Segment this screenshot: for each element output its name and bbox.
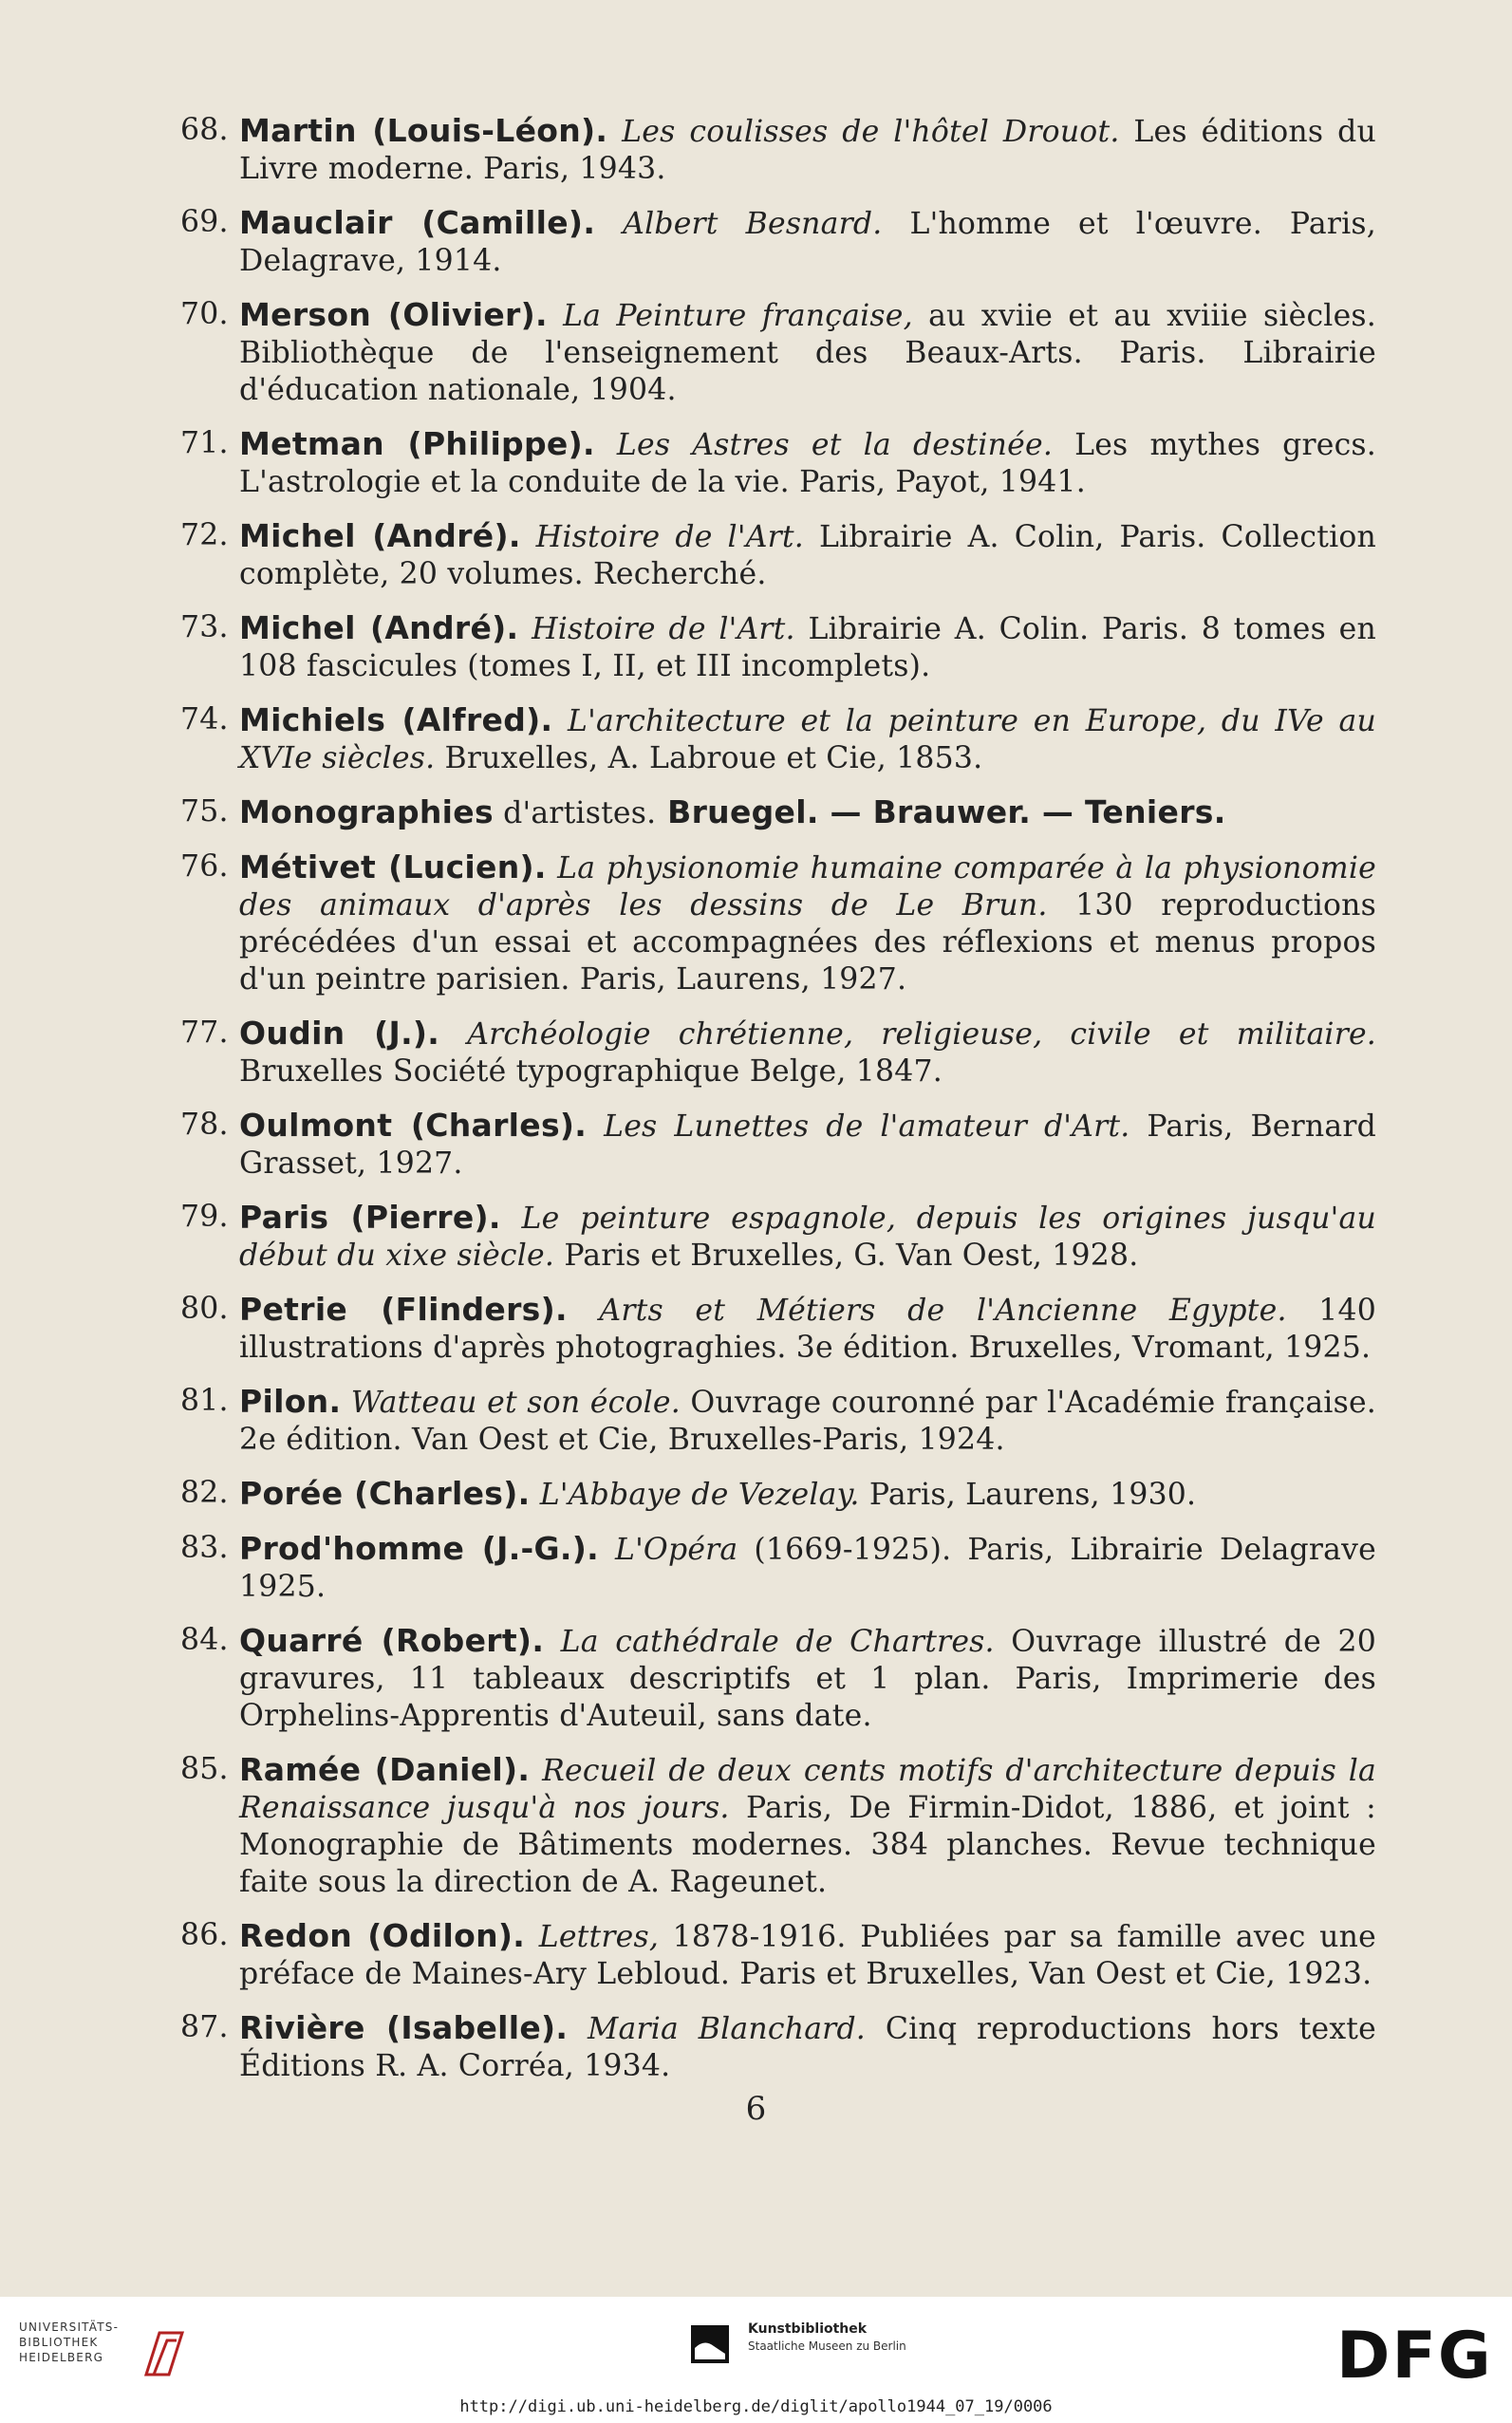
entry-author: Martin (Louis-Léon). [239,112,608,149]
entry-author: Michiels (Alfred). [239,701,553,738]
digitization-footer [0,2297,1512,2423]
entry-number: 77. [180,1016,229,1050]
entry-number: 69. [180,205,229,239]
entry-author: Petrie (Flinders). [239,1291,568,1328]
entry-title: Albert Besnard. [623,207,883,241]
entry-title: La Peinture française, [563,299,913,333]
list-item [180,1107,1376,1183]
entry-details: Librairie A. Colin, Paris. Collection complète, 20 volumes. Recherché. [239,520,1376,591]
entry-title: L'Opéra [614,1533,738,1567]
entry-details: Les éditions du Livre moderne. Paris, 1943. [239,115,1376,186]
entry-title: Les Astres et la destinée. [616,428,1054,462]
kunstbibliothek-logo[interactable] [691,2321,957,2378]
entry-number: 87. [180,2010,229,2044]
entry-artists: Bruegel. — Brauwer. — Teniers. [656,793,1226,830]
list-item [180,1015,1376,1090]
entry-author: Oulmont (Charles). [239,1107,588,1144]
entry-number: 75. [180,794,229,829]
ub-heidelberg-text [19,2320,140,2365]
entry-author: Michel (André). [239,517,521,554]
list-item [180,1530,1376,1606]
list-item [180,517,1376,593]
ub-line: BIBLIOTHEK [19,2336,99,2349]
entry-author: Monographies [239,793,494,830]
entry-number: 78. [180,1108,229,1142]
entry-details: Cinq reproductions hors texte Éditions R. A. Corréa, 1934. [239,2012,1376,2083]
ub-bookmark-icon [140,2327,190,2380]
entry-title: Archéologie chrétienne, religieuse, civile et militaire. [467,1017,1377,1052]
dfg-logo[interactable]: DFG [1336,2319,1493,2394]
entry-number: 84. [180,1623,229,1657]
page-number: 6 [745,2090,767,2128]
kunstbibliothek-title: Kunstbibliothek [748,2321,868,2337]
entry-details: Bruxelles, A. Labroue et Cie, 1853. [435,741,983,775]
list-item [180,848,1376,998]
entry-title: La physionomie humaine comparée à la physionomie des animaux d'après les dessins de Le Brun. [239,851,1376,923]
entry-details: Paris, Laurens, 1930. [859,1478,1197,1512]
entry-details: Bruxelles Société typographique Belge, 1847. [239,1054,943,1089]
entry-author: Mauclair (Camille). [239,204,596,241]
entry-title: Arts et Métiers de l'Ancienne Egypte. [599,1294,1287,1328]
list-item [180,2009,1376,2085]
entry-title: Les Lunettes de l'amateur d'Art. [604,1109,1130,1144]
list-item [180,112,1376,188]
list-item [180,793,1376,832]
entry-details: Paris, Bernard Grasset, 1927. [239,1109,1376,1181]
entry-number: 71. [180,426,229,460]
entry-author: Quarré (Robert). [239,1622,545,1659]
entry-details: 1878-1916. Publiées par sa famille avec une préface de Maines-Ary Lebloud. Paris et Bruxelles, Van Oest et Cie, 1923. [239,1920,1376,1991]
entry-details: au xviie et au xviiie siècles. Bibliothèque de l'enseignement des Beaux-Arts. Paris. Librairie d'éducation nationale, 1904. [239,299,1376,407]
ub-line: HEIDELBERG [19,2351,104,2364]
entry-author: Rivière (Isabelle). [239,2009,569,2046]
entry-title: La cathédrale de Chartres. [560,1625,995,1659]
kunstbibliothek-subtitle: Staatliche Museen zu Berlin [748,2339,906,2353]
entry-details: Paris et Bruxelles, G. Van Oest, 1928. [554,1239,1139,1273]
entry-title: Les coulisses de l'hôtel Drouot. [622,115,1120,149]
entry-details: Librairie A. Colin. Paris. 8 tomes en 108 fascicules (tomes I, II, et III incomplets). [239,612,1376,683]
entry-title: Histoire de l'Art. [532,612,795,646]
entry-number: 80. [180,1292,229,1326]
entry-title: Recueil de deux cents motifs d'architecture depuis la Renaissance jusqu'à nos jours. [239,1754,1376,1825]
entry-number: 85. [180,1752,229,1786]
entry-number: 79. [180,1200,229,1234]
entry-author: Prod'homme (J.-G.). [239,1530,599,1567]
entry-details: (1669-1925). Paris, Librairie Delagrave 1925. [239,1533,1376,1604]
entry-number: 82. [180,1476,229,1510]
entry-title: Le peinture espagnole, depuis les origines jusqu'au début du xixe siècle. [239,1202,1376,1273]
list-item [180,1622,1376,1735]
list-item [180,1291,1376,1367]
entry-details: Ouvrage illustré de 20 gravures, 11 tableaux descriptifs et 1 plan. Paris, Imprimerie des Orphelins-Apprentis d'Auteuil, sans date. [239,1625,1376,1733]
entry-title: Watteau et son école. [350,1386,681,1420]
entry-title: Maria Blanchard. [588,2012,867,2046]
entry-number: 83. [180,1531,229,1565]
entry-details: Les mythes grecs. L'astrologie et la conduite de la vie. Paris, Payot, 1941. [239,428,1377,499]
entry-number: 73. [180,610,229,644]
entry-author: Michel (André). [239,609,519,646]
entry-author: Paris (Pierre). [239,1199,501,1236]
entry-number: 81. [180,1384,229,1418]
entry-number: 76. [180,849,229,884]
list-item [180,296,1376,409]
entry-details: 130 reproductions précédées d'un essai et accompagnées des réflexions et menus propos d'un peintre parisien. Paris, Laurens, 1927. [239,888,1376,997]
list-item [180,1475,1376,1514]
entry-details: d'artistes. [493,796,657,830]
list-item [180,701,1376,777]
entry-number: 74. [180,702,229,736]
entry-number: 68. [180,113,229,147]
entry-title: Lettres, [538,1920,660,1954]
entry-author: Metman (Philippe). [239,425,595,462]
list-item [180,1917,1376,1993]
list-item [180,609,1376,685]
entry-title: Histoire de l'Art. [535,520,804,554]
entry-author: Redon (Odilon). [239,1917,526,1954]
list-item [180,1751,1376,1901]
entry-details: Paris, De Firmin-Didot, 1886, et joint : Monographie de Bâtiments modernes. 384 planches. Revue technique faite sous la direction de A. Rageunet. [239,1791,1376,1899]
entry-details: Ouvrage couronné par l'Académie française. 2e édition. Van Oest et Cie, Bruxelles-Paris, 1924. [239,1386,1376,1457]
bibliography-list [180,112,1376,2101]
entry-author: Pilon. [239,1383,342,1420]
entry-title: L'architecture et la peinture en Europe, du IVe au XVIe siècles. [239,704,1376,775]
ub-line: UNIVERSITÄTS- [19,2320,120,2334]
entry-details: L'homme et l'œuvre. Paris, Delagrave, 1914. [239,207,1376,278]
entry-title: L'Abbaye de Vezelay. [539,1478,860,1512]
ub-heidelberg-logo[interactable] [19,2320,190,2386]
entry-number: 70. [180,297,229,331]
list-item [180,1199,1376,1275]
entry-author: Métivet (Lucien). [239,848,547,885]
entry-number: 72. [180,518,229,552]
permalink-url[interactable]: http://digi.ub.uni-heidelberg.de/diglit/apollo1944_07_19/0006 [459,2397,1053,2416]
entry-number: 86. [180,1918,229,1952]
entry-details: 140 illustrations d'après photograghies. 3e édition. Bruxelles, Vromant, 1925. [239,1294,1377,1365]
list-item [180,204,1376,280]
entry-author: Merson (Olivier). [239,296,548,333]
list-item [180,1383,1376,1459]
kunstbibliothek-icon [691,2325,729,2363]
list-item [180,425,1376,501]
entry-author: Porée (Charles). [239,1475,531,1512]
entry-author: Oudin (J.). [239,1015,440,1052]
entry-author: Ramée (Daniel). [239,1751,531,1788]
